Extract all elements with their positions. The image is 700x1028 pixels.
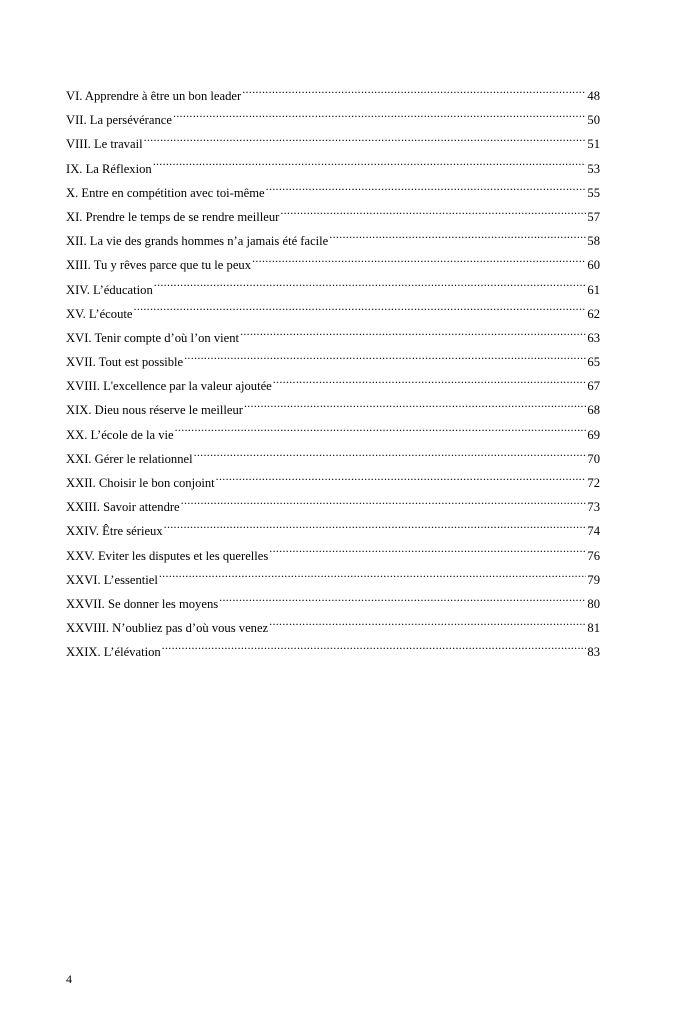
toc-entry	[66, 568, 600, 592]
toc-entry	[66, 374, 600, 398]
toc-entry-title: XV. L’écoute	[66, 306, 133, 321]
toc-entry-title: VII. La persévérance	[66, 113, 172, 128]
toc-entry-page: 60	[587, 258, 600, 273]
toc-entry	[66, 640, 600, 664]
toc-entry	[66, 495, 600, 519]
toc-dot-leader	[242, 87, 586, 100]
toc-entry-title: VI. Apprendre à être un bon leader	[66, 89, 242, 103]
toc-dot-leader	[164, 523, 587, 536]
toc-entry	[66, 471, 600, 495]
toc-entry	[66, 302, 600, 326]
toc-entry-page: 83	[587, 645, 600, 660]
toc-entry	[66, 132, 600, 156]
toc-entry-title: XXV. Eviter les disputes et les querelles	[66, 548, 269, 563]
toc-entry-title: XXII. Choisir le bon conjoint	[66, 476, 215, 490]
toc-entry-page: 50	[587, 113, 600, 128]
toc-dot-leader	[184, 353, 586, 366]
toc-entry-page: 79	[587, 572, 600, 587]
toc-entry-page: 74	[587, 524, 600, 539]
toc-dot-leader	[273, 378, 587, 391]
toc-entry-title: X. Entre en compétition avec toi-même	[66, 185, 265, 200]
page-number: 4	[66, 972, 72, 986]
toc-dot-leader	[216, 474, 587, 487]
toc-entry-title: XX. L’école de la vie	[66, 427, 174, 442]
toc-dot-leader	[153, 160, 587, 173]
toc-entry-page: 55	[587, 185, 600, 200]
toc-entry-page: 73	[587, 500, 600, 515]
toc-dot-leader	[280, 208, 586, 221]
toc-entry	[66, 326, 600, 350]
toc-entry	[66, 84, 600, 108]
toc-entry	[66, 447, 600, 471]
toc-dot-leader	[175, 426, 587, 439]
toc-entry	[66, 253, 600, 277]
toc-entry-title: XXI. Gérer le relationnel	[66, 451, 193, 466]
toc-dot-leader	[159, 571, 587, 584]
toc-entry-title: XVIII. L'excellence par la valeur ajoutée	[66, 379, 272, 394]
toc-entry	[66, 423, 600, 447]
toc-entry-page: 80	[587, 596, 600, 611]
toc-entry	[66, 181, 600, 205]
toc-entry	[66, 616, 600, 640]
toc-entry	[66, 205, 600, 229]
toc-entry-page: 76	[587, 548, 600, 563]
toc-dot-leader	[269, 620, 586, 633]
toc-entry	[66, 350, 600, 374]
toc-entry	[66, 278, 600, 302]
toc-entry-page: 58	[587, 234, 600, 249]
toc-entry-title: XXVIII. N’oubliez pas d’où vous venez	[66, 621, 269, 636]
toc-entry-page: 62	[587, 306, 600, 321]
toc-dot-leader	[181, 499, 587, 512]
toc-entry-page: 61	[587, 282, 600, 297]
toc-entry	[66, 398, 600, 422]
toc-entry	[66, 229, 600, 253]
toc-entry-title: XXIV. Être sérieux	[66, 524, 163, 539]
toc-dot-leader	[252, 257, 586, 270]
toc-dot-leader	[240, 329, 586, 342]
toc-dot-leader	[173, 112, 586, 125]
toc-entry-page: 53	[587, 161, 600, 176]
toc-entry	[66, 108, 600, 132]
toc-dot-leader	[266, 184, 587, 197]
toc-entry-page: 68	[587, 403, 600, 418]
table-of-contents	[66, 84, 600, 665]
toc-dot-leader	[329, 233, 586, 246]
toc-entry-page: 63	[587, 330, 600, 345]
toc-entry-title: XXVII. Se donner les moyens	[66, 596, 219, 611]
toc-entry	[66, 544, 600, 568]
toc-entry-page: 81	[587, 621, 600, 636]
toc-entry-page: 57	[587, 209, 600, 224]
toc-entry	[66, 157, 600, 181]
toc-dot-leader	[154, 281, 587, 294]
toc-entry-title: XIII. Tu y rêves parce que tu le peux	[66, 258, 252, 273]
toc-entry-title: XXIII. Savoir attendre	[66, 500, 180, 515]
toc-dot-leader	[133, 305, 586, 318]
toc-dot-leader	[269, 547, 586, 560]
toc-entry-title: XI. Prendre le temps de se rendre meilleur	[66, 209, 280, 224]
toc-entry-page: 51	[587, 137, 600, 152]
toc-entry-title: XVI. Tenir compte d’où l’on vient	[66, 330, 240, 345]
toc-dot-leader	[144, 136, 587, 149]
toc-entry-title: VIII. Le travail	[66, 137, 143, 152]
toc-entry-title: XVII. Tout est possible	[66, 355, 184, 370]
toc-entry-page: 72	[587, 476, 600, 490]
toc-entry-title: IX. La Réflexion	[66, 161, 152, 176]
toc-entry-page: 70	[587, 451, 600, 466]
toc-dot-leader	[194, 450, 587, 463]
toc-entry	[66, 519, 600, 543]
toc-entry-page: 65	[587, 355, 600, 370]
toc-entry-title: XXVI. L’essentiel	[66, 572, 158, 587]
toc-dot-leader	[219, 595, 586, 608]
toc-entry	[66, 592, 600, 616]
toc-dot-leader	[162, 644, 587, 657]
toc-entry-page: 67	[587, 379, 600, 394]
toc-entry-title: XIX. Dieu nous réserve le meilleur	[66, 403, 243, 418]
toc-entry-title: XXIX. L’élévation	[66, 645, 161, 660]
toc-entry-page: 48	[587, 89, 600, 103]
toc-entry-title: XII. La vie des grands hommes n’a jamais été facile	[66, 234, 329, 249]
toc-entry-title: XIV. L’éducation	[66, 282, 153, 297]
toc-dot-leader	[244, 402, 586, 415]
toc-entry-page: 69	[587, 427, 600, 442]
